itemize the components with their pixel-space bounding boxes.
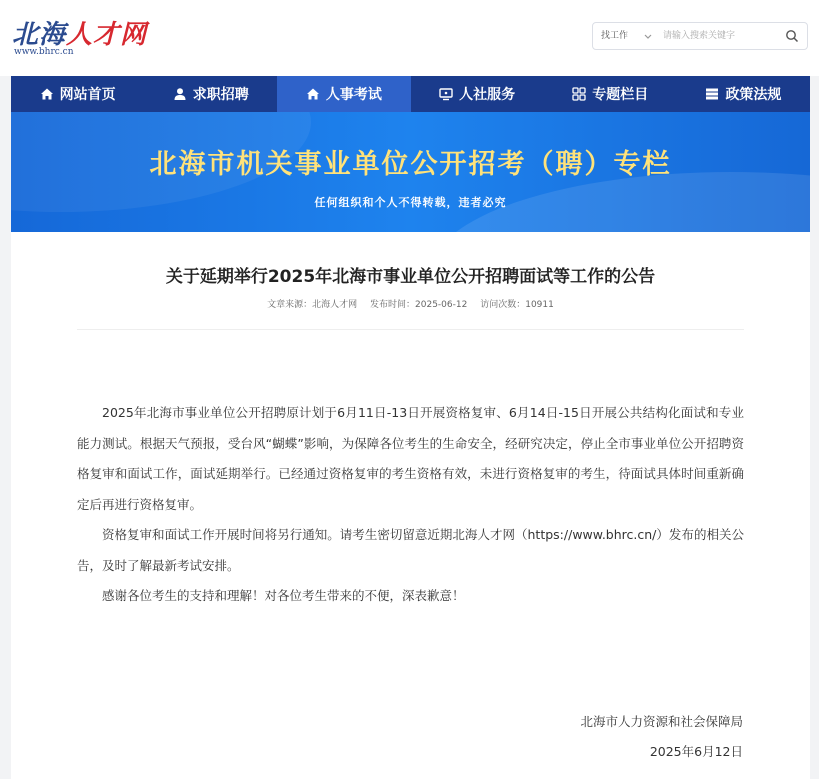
search-type-select[interactable]: 找工作	[601, 31, 629, 41]
article-views: 访问次数：10911	[480, 300, 554, 310]
nav-item-policies[interactable]	[677, 76, 810, 112]
nav-item-exams[interactable]	[277, 76, 410, 112]
signature-date: 2025年6月12日	[649, 744, 743, 759]
nav-label: 网站首页	[59, 87, 116, 103]
banner-title: 北海市机关事业单位公开招考（聘）专栏	[149, 149, 672, 180]
user-icon	[173, 87, 187, 101]
nav-item-topics[interactable]	[544, 76, 677, 112]
article-body	[77, 398, 744, 612]
article-paragraph: 2025年北海市事业单位公开招聘原计划于6月11日-13日开展资格复审、6月14日-15日开展公共结构化面试和专业能力测试。根据天气预报，受台风“蝴蝶”影响，为保障各位考生的生命安全，经研究决定，停止全市事业单位公开招聘资格复审和面试工作，面试延期举行。已经通过资格复审的考生资格有效，未进行资格复审的考生，待面试具体时间重新确定后再进行资格复审。	[77, 405, 744, 512]
nav-item-home[interactable]	[11, 76, 144, 112]
nav-item-services[interactable]	[411, 76, 544, 112]
nav-label: 专题栏目	[592, 87, 649, 103]
search-input[interactable]	[663, 26, 773, 46]
grid-icon	[572, 87, 586, 101]
chevron-down-icon[interactable]	[643, 31, 653, 41]
article-paragraph: 感谢各位考生的支持和理解！对各位考生带来的不便，深表歉意！	[102, 588, 465, 603]
article-source: 文章来源：北海人才网	[267, 300, 358, 310]
list-icon	[705, 87, 719, 101]
search-bar	[592, 22, 808, 50]
banner-subtitle: 任何组织和个人不得转载，违者必究	[314, 196, 507, 209]
home-icon	[306, 87, 320, 101]
nav-label: 人事考试	[325, 87, 382, 103]
site-logo[interactable]	[12, 14, 162, 64]
search-icon[interactable]	[785, 29, 799, 43]
logo-wordmark: 北海人才网	[12, 20, 148, 50]
monitor-icon	[439, 87, 453, 101]
nav-label: 求职招聘	[192, 87, 249, 103]
section-banner	[11, 112, 810, 232]
nav-label: 政策法规	[725, 87, 782, 103]
article-meta	[11, 297, 810, 310]
signature-org: 北海市人力资源和社会保障局	[580, 714, 743, 729]
article-signature	[580, 707, 743, 767]
site-header	[0, 0, 819, 76]
divider	[77, 329, 744, 330]
logo-url: www.bhrc.cn	[14, 47, 74, 57]
nav-label: 人社服务	[459, 87, 516, 103]
article-date: 发布时间：2025-06-12	[370, 300, 468, 310]
main-nav	[11, 76, 810, 112]
article-title: 关于延期举行2025年北海市事业单位公开招聘面试等工作的公告	[165, 267, 656, 287]
article-card	[11, 232, 810, 779]
home-icon	[40, 87, 54, 101]
article-paragraph: 资格复审和面试工作开展时间将另行通知。请考生密切留意近期北海人才网（https://www.bhrc.cn/）发布的相关公告，及时了解最新考试安排。	[77, 527, 744, 573]
nav-item-jobs[interactable]	[144, 76, 277, 112]
